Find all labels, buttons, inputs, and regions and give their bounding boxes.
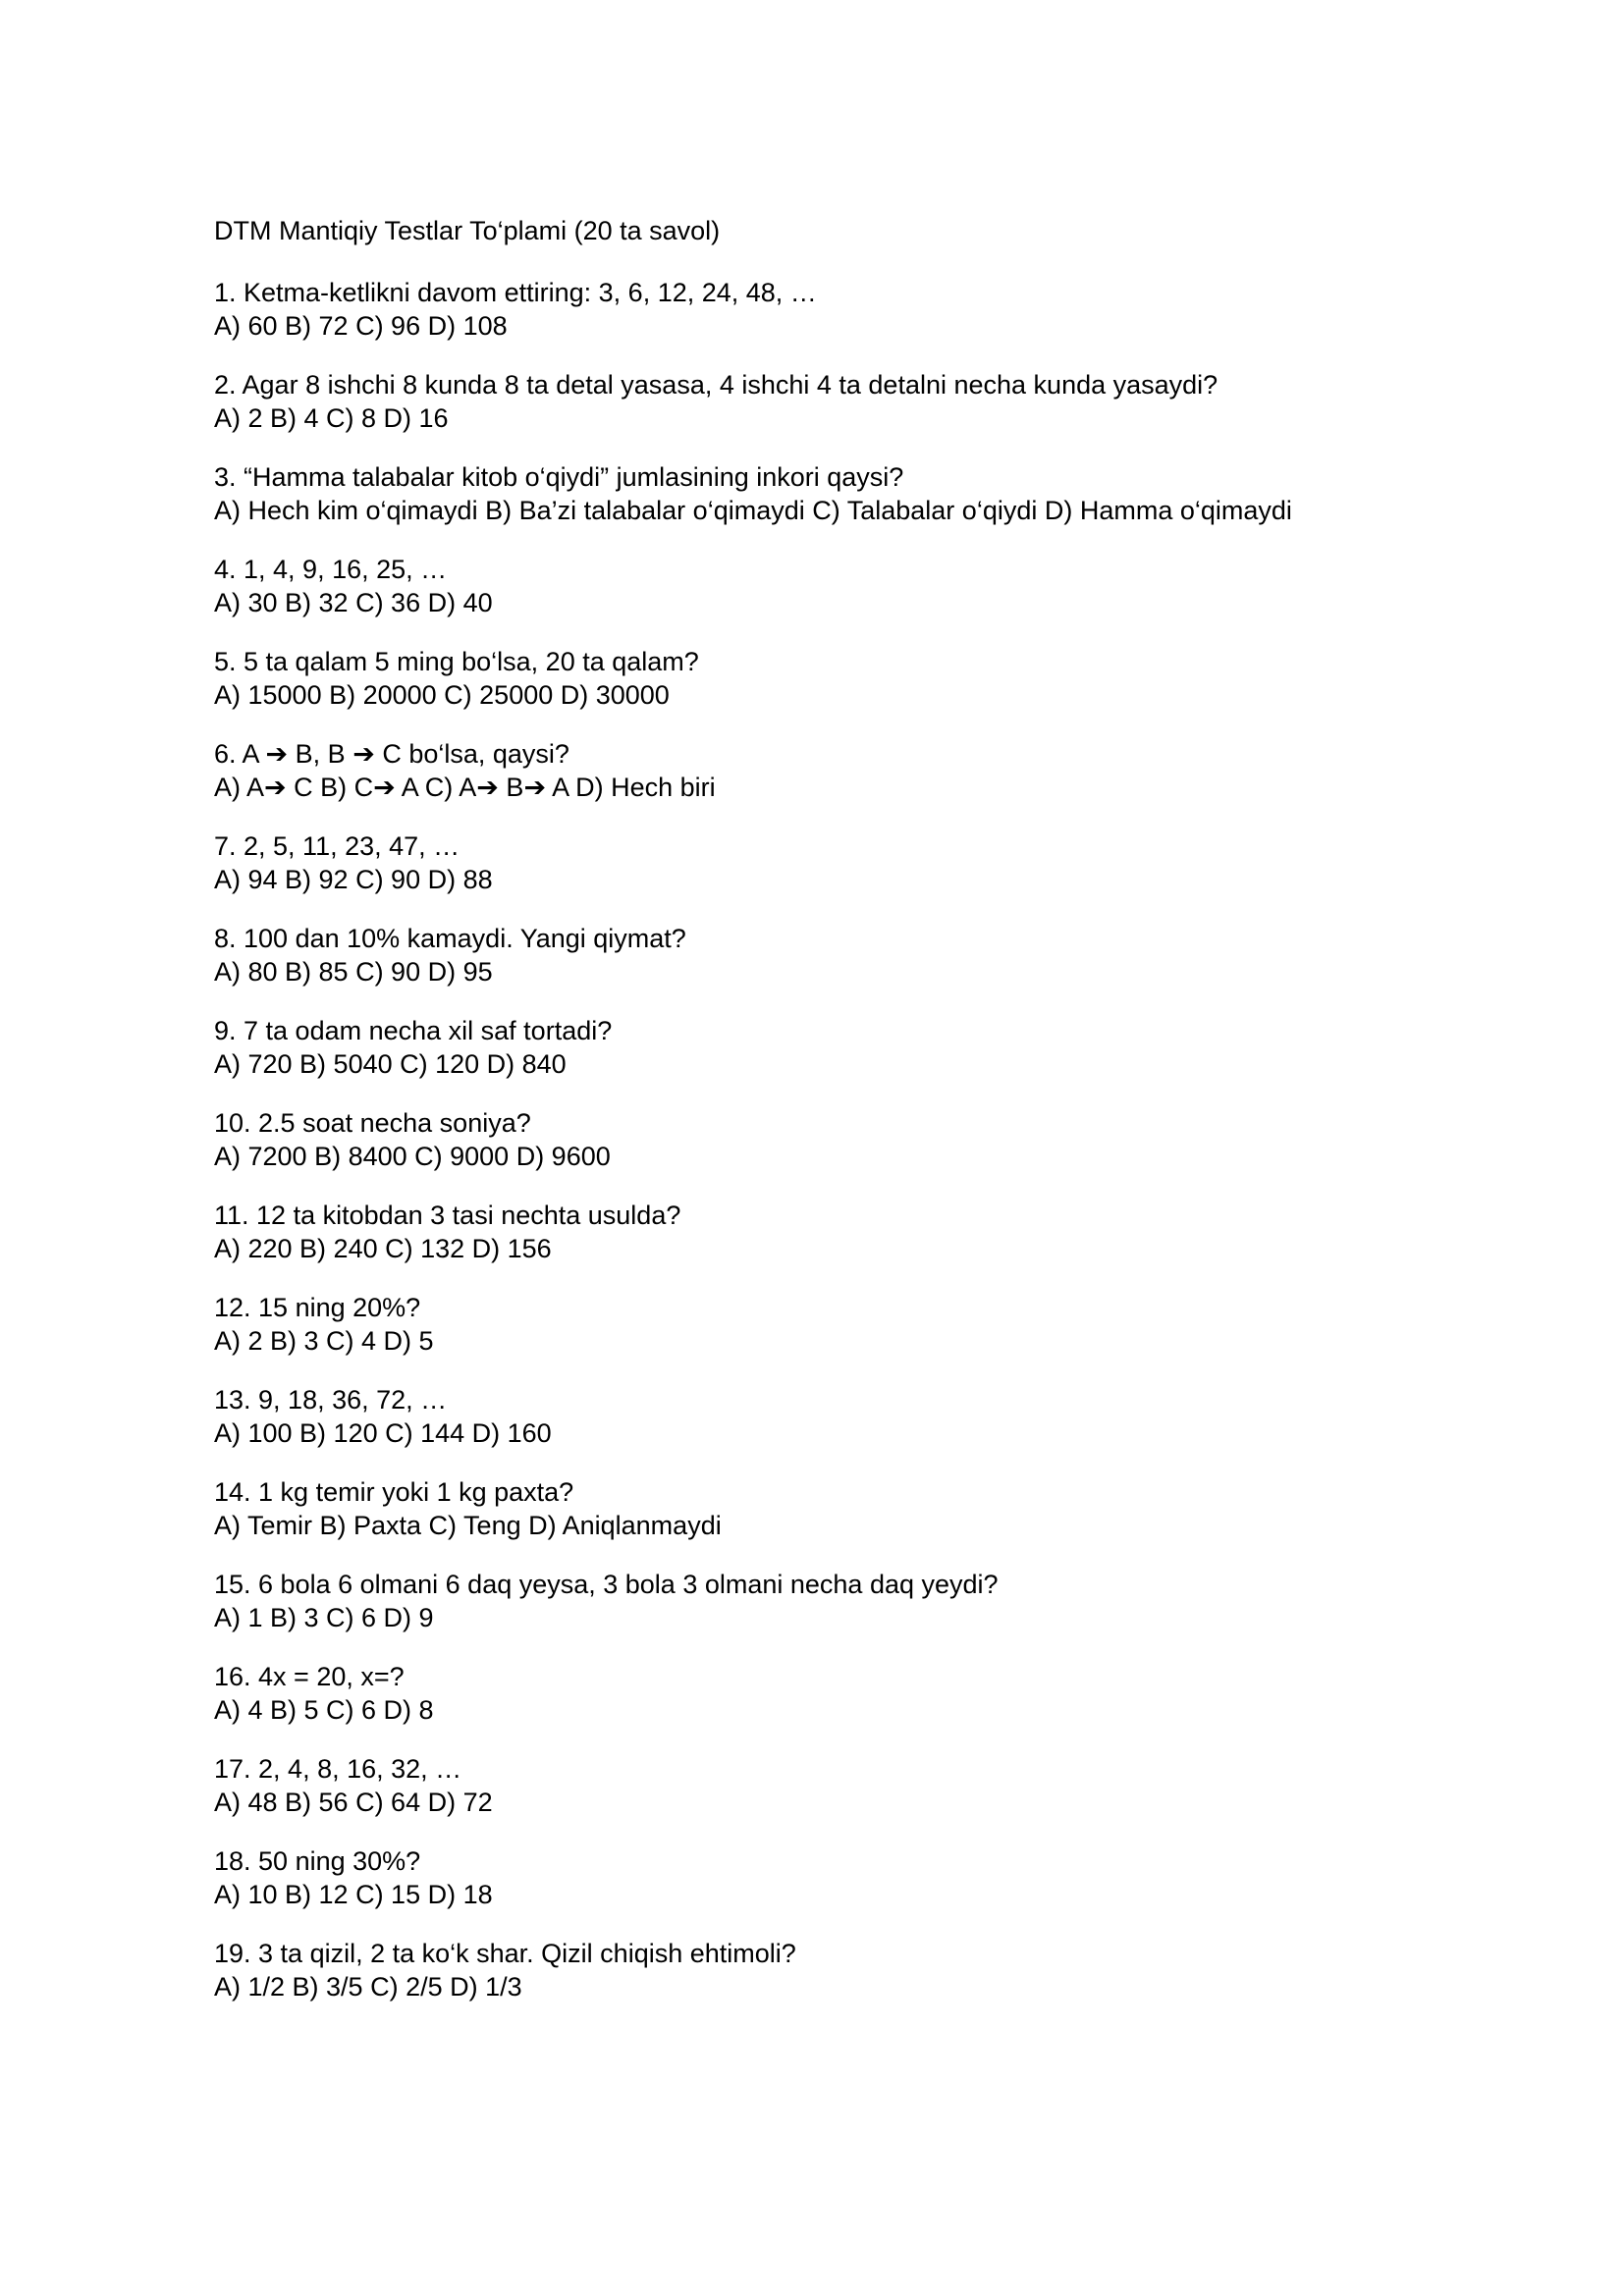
question-item (214, 1383, 1441, 1450)
question-item (214, 1568, 1441, 1634)
question-text: 13. 9, 18, 36, 72, … (214, 1385, 448, 1415)
question-item (214, 1752, 1441, 1819)
question-options: A) Temir B) Paxta C) Teng D) Aniqlanmaydi (214, 1511, 722, 1540)
question-text: 2. Agar 8 ishchi 8 kunda 8 ta detal yasasa, 4 ishchi 4 ta detalni necha kunda yasaydi? (214, 370, 1218, 400)
question-text: 9. 7 ta odam necha xil saf tortadi? (214, 1016, 613, 1045)
question-text: 14. 1 kg temir yoki 1 kg paxta? (214, 1477, 574, 1507)
question-options: A) 10 B) 12 C) 15 D) 18 (214, 1880, 493, 1909)
question-options: A) 2 B) 4 C) 8 D) 16 (214, 403, 449, 433)
question-options: A) 60 B) 72 C) 96 D) 108 (214, 311, 508, 341)
question-item (214, 460, 1441, 527)
question-options: A) 30 B) 32 C) 36 D) 40 (214, 588, 493, 617)
question-text: 12. 15 ning 20%? (214, 1293, 421, 1322)
question-text: 18. 50 ning 30%? (214, 1846, 421, 1876)
question-options: A) 94 B) 92 C) 90 D) 88 (214, 865, 493, 894)
question-item (214, 1475, 1441, 1542)
question-text: 5. 5 ta qalam 5 ming bo‘lsa, 20 ta qalam? (214, 647, 699, 676)
question-item (214, 368, 1441, 435)
question-options: A) 220 B) 240 C) 132 D) 156 (214, 1234, 552, 1263)
question-text: 7. 2, 5, 11, 23, 47, … (214, 831, 460, 861)
question-text: 16. 4x = 20, x=? (214, 1662, 405, 1691)
question-options: A) 720 B) 5040 C) 120 D) 840 (214, 1049, 567, 1079)
question-options: A) 48 B) 56 C) 64 D) 72 (214, 1788, 493, 1817)
question-item (214, 276, 1441, 343)
question-options: A) 1/2 B) 3/5 C) 2/5 D) 1/3 (214, 1972, 522, 2002)
question-item (214, 1106, 1441, 1173)
question-options: A) A➔ C B) C➔ A C) A➔ B➔ A D) Hech biri (214, 773, 716, 802)
question-options: A) Hech kim o‘qimaydi B) Ba’zi talabalar o‘qimaydi C) Talabalar o‘qiydi D) Hamma o‘qimaydi (214, 496, 1292, 525)
document-content (214, 214, 1441, 2029)
question-text: 19. 3 ta qizil, 2 ta ko‘k shar. Qizil chiqish ehtimoli? (214, 1939, 796, 1968)
question-item (214, 737, 1441, 804)
question-options: A) 2 B) 3 C) 4 D) 5 (214, 1326, 434, 1356)
question-item (214, 922, 1441, 988)
document-title: DTM Mantiqiy Testlar To‘plami (20 ta savol) (214, 216, 721, 245)
question-item (214, 645, 1441, 712)
question-item (214, 1199, 1441, 1265)
question-text: 1. Ketma-ketlikni davom ettiring: 3, 6, 12, 24, 48, … (214, 278, 817, 307)
question-text: 3. “Hamma talabalar kitob o‘qiydi” jumlasining inkori qaysi? (214, 462, 904, 492)
question-item (214, 1937, 1441, 2003)
question-text: 4. 1, 4, 9, 16, 25, … (214, 555, 448, 584)
question-text: 8. 100 dan 10% kamaydi. Yangi qiymat? (214, 924, 686, 953)
question-options: A) 1 B) 3 C) 6 D) 9 (214, 1603, 434, 1632)
question-options: A) 4 B) 5 C) 6 D) 8 (214, 1695, 434, 1725)
question-item (214, 829, 1441, 896)
question-text: 6. A ➔ B, B ➔ C bo‘lsa, qaysi? (214, 739, 569, 769)
question-item (214, 1660, 1441, 1727)
question-text: 17. 2, 4, 8, 16, 32, … (214, 1754, 462, 1784)
question-options: A) 15000 B) 20000 C) 25000 D) 30000 (214, 680, 670, 710)
question-item (214, 1014, 1441, 1081)
question-text: 10. 2.5 soat necha soniya? (214, 1108, 531, 1138)
question-options: A) 100 B) 120 C) 144 D) 160 (214, 1418, 552, 1448)
question-options: A) 80 B) 85 C) 90 D) 95 (214, 957, 493, 987)
question-item (214, 1291, 1441, 1358)
question-item (214, 553, 1441, 619)
question-options: A) 7200 B) 8400 C) 9000 D) 9600 (214, 1142, 611, 1171)
question-text: 11. 12 ta kitobdan 3 tasi nechta usulda? (214, 1201, 681, 1230)
question-text: 15. 6 bola 6 olmani 6 daq yeysa, 3 bola 3 olmani necha daq yeydi? (214, 1570, 999, 1599)
question-item (214, 1844, 1441, 1911)
